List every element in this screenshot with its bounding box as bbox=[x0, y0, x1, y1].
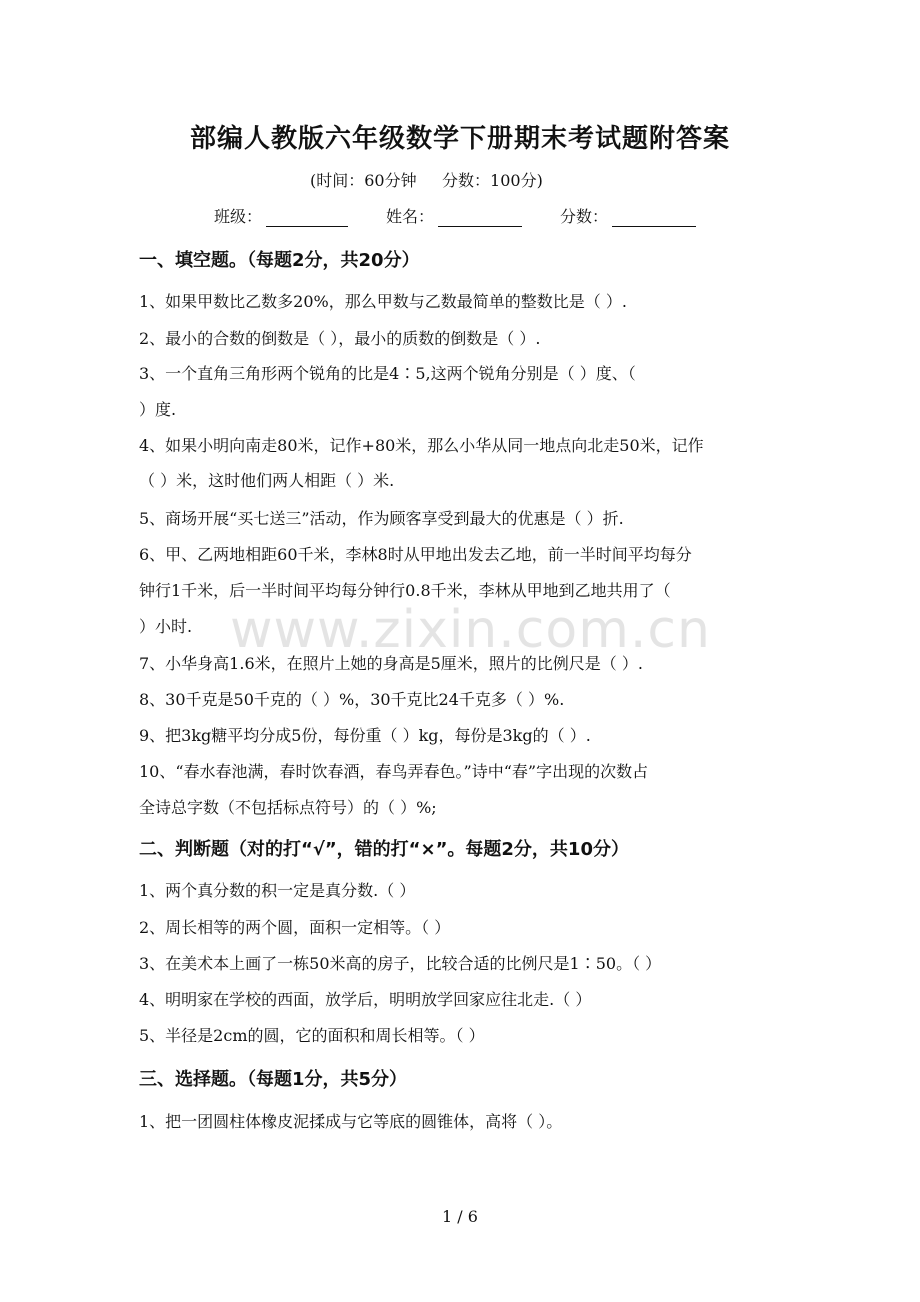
question-line: 2、周长相等的两个圆，面积一定相等。（ ） bbox=[139, 918, 451, 937]
page-number: 1 / 6 bbox=[442, 1207, 478, 1226]
section-heading-true-false: 二、判断题（对的打“√”，错的打“×”。每题2分，共10分） bbox=[139, 839, 629, 860]
score-blank bbox=[612, 210, 696, 227]
question-line: 8、30千克是50千克的（ ）%，30千克比24千克多（ ）%. bbox=[139, 690, 565, 709]
section-heading-multiple-choice: 三、选择题。（每题1分，共5分） bbox=[139, 1069, 408, 1090]
question-line: 7、小华身高1.6米，在照片上她的身高是5厘米，照片的比例尺是（ ）. bbox=[139, 654, 643, 673]
class-blank bbox=[266, 210, 348, 227]
question-line: 2、最小的合数的倒数是（ ），最小的质数的倒数是（ ）. bbox=[139, 329, 541, 348]
question-line: 6、甲、乙两地相距60千米，李林8时从甲地出发去乙地，前一半时间平均每分 bbox=[139, 545, 692, 564]
question-line: 5、商场开展“买七送三”活动，作为顾客享受到最大的优惠是（ ）折. bbox=[139, 509, 624, 528]
question-line: 9、把3kg糖平均分成5份，每份重（ ）kg，每份是3kg的（ ）. bbox=[139, 726, 591, 745]
question-line: 3、在美术本上画了一栋50米高的房子，比较合适的比例尺是1∶50。（ ） bbox=[139, 954, 662, 973]
question-line: 1、两个真分数的积一定是真分数.（ ） bbox=[139, 881, 416, 900]
question-line: 3、一个直角三角形两个锐角的比是4∶5,这两个锐角分别是（ ）度、（ bbox=[139, 364, 636, 383]
question-line: 钟行1千米，后一半时间平均每分钟行0.8千米，李林从甲地到乙地共用了（ bbox=[139, 581, 671, 600]
watermark: www.zixin.com.cn bbox=[230, 600, 711, 660]
question-line: 4、如果小明向南走80米，记作+80米，那么小华从同一地点向北走50米，记作 bbox=[139, 436, 704, 455]
name-label: 姓名： bbox=[386, 207, 435, 226]
name-blank bbox=[438, 210, 522, 227]
class-label: 班级： bbox=[214, 207, 263, 226]
question-line: 4、明明家在学校的西面，放学后，明明放学回家应往北走.（ ） bbox=[139, 990, 592, 1009]
score-label: 分数： bbox=[560, 207, 609, 226]
document-title: 部编人教版六年级数学下册期末考试题附答案 bbox=[189, 124, 730, 154]
question-line: ）小时. bbox=[139, 617, 193, 636]
question-line: 10、“春水春池满，春时饮春酒，春鸟弄春色。”诗中“春”字出现的次数占 bbox=[139, 762, 649, 781]
question-line: 5、半径是2cm的圆，它的面积和周长相等。（ ） bbox=[139, 1026, 485, 1045]
section-heading-fill-blank: 一、填空题。（每题2分，共20分） bbox=[139, 250, 420, 271]
question-line: 全诗总字数（不包括标点符号）的（ ）%; bbox=[139, 798, 437, 817]
student-info-row bbox=[214, 204, 696, 227]
question-line: ）度. bbox=[139, 400, 177, 419]
question-line: 1、把一团圆柱体橡皮泥揉成与它等底的圆锥体，高将（ ）。 bbox=[139, 1112, 563, 1131]
exam-meta: (时间：60分钟 分数：100分) bbox=[310, 171, 543, 190]
question-line: （ ）米，这时他们两人相距（ ）米. bbox=[139, 471, 395, 490]
question-line: 1、如果甲数比乙数多20%，那么甲数与乙数最简单的整数比是（ ）. bbox=[139, 292, 627, 311]
